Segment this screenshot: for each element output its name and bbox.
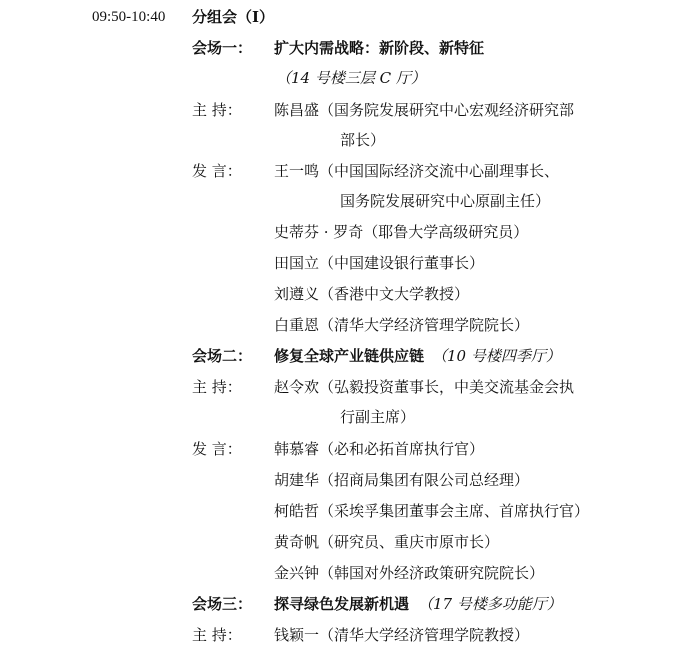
venue1-speaker: 王一鸣（中国国际经济交流中心副理事长、: [274, 162, 560, 180]
venue1-host-label: 主 持：: [192, 101, 242, 119]
venue2-speaker: 黄奇帆（研究员、重庆市原市长）: [274, 533, 500, 551]
venue2-host-label: 主 持：: [192, 378, 242, 396]
venue1-host-line2: 部长）: [340, 131, 386, 149]
venue1-title: 扩大内需战略：新阶段、新特征: [274, 39, 485, 57]
venue3-label: 会场三：: [192, 595, 253, 613]
venue2-speaker: 胡建华（招商局集团有限公司总经理）: [274, 471, 530, 489]
venue1-speakers-label: 发 言：: [192, 162, 242, 180]
venue3-location: （17 号楼多功能厅）: [418, 595, 562, 613]
venue2-speaker: 柯皓哲（采埃孚集团董事会主席、首席执行官）: [274, 502, 590, 520]
venue1-speaker: 田国立（中国建设银行董事长）: [274, 254, 485, 272]
venue3-host-line1: 钱颖一（清华大学经济管理学院教授）: [274, 626, 530, 644]
venue2-speaker: 韩慕睿（必和必拓首席执行官）: [274, 440, 485, 458]
venue2-location: （10 号楼四季厅）: [432, 347, 561, 365]
group-title: 分组会（I）: [192, 8, 275, 26]
venue3-host-label: 主 持：: [192, 626, 242, 644]
venue1-label: 会场一：: [192, 39, 253, 57]
venue2-speaker: 金兴钟（韩国对外经济政策研究院院长）: [274, 564, 545, 582]
venue2-host-line1: 赵令欢（弘毅投资董事长，中美交流基金会执: [274, 378, 575, 396]
venue1-location: （14 号楼三层 C 厅）: [276, 69, 426, 87]
session-time: 09:50-10:40: [92, 9, 166, 25]
venue1-speaker: 刘遵义（香港中文大学教授）: [274, 285, 470, 303]
venue2-label: 会场二：: [192, 347, 253, 365]
venue1-speaker: 史蒂芬 · 罗奇（耶鲁大学高级研究员）: [274, 223, 529, 241]
venue2-host-line2: 行副主席）: [340, 408, 416, 426]
venue2-speakers-label: 发 言：: [192, 440, 242, 458]
venue2-title: 修复全球产业链供应链: [274, 347, 425, 365]
venue1-speaker: 白重恩（清华大学经济管理学院院长）: [274, 316, 530, 334]
venue1-host-line1: 陈昌盛（国务院发展研究中心宏观经济研究部: [274, 101, 575, 119]
venue1-speaker: 国务院发展研究中心原副主任）: [340, 192, 551, 210]
venue3-title: 探寻绿色发展新机遇: [274, 595, 410, 613]
